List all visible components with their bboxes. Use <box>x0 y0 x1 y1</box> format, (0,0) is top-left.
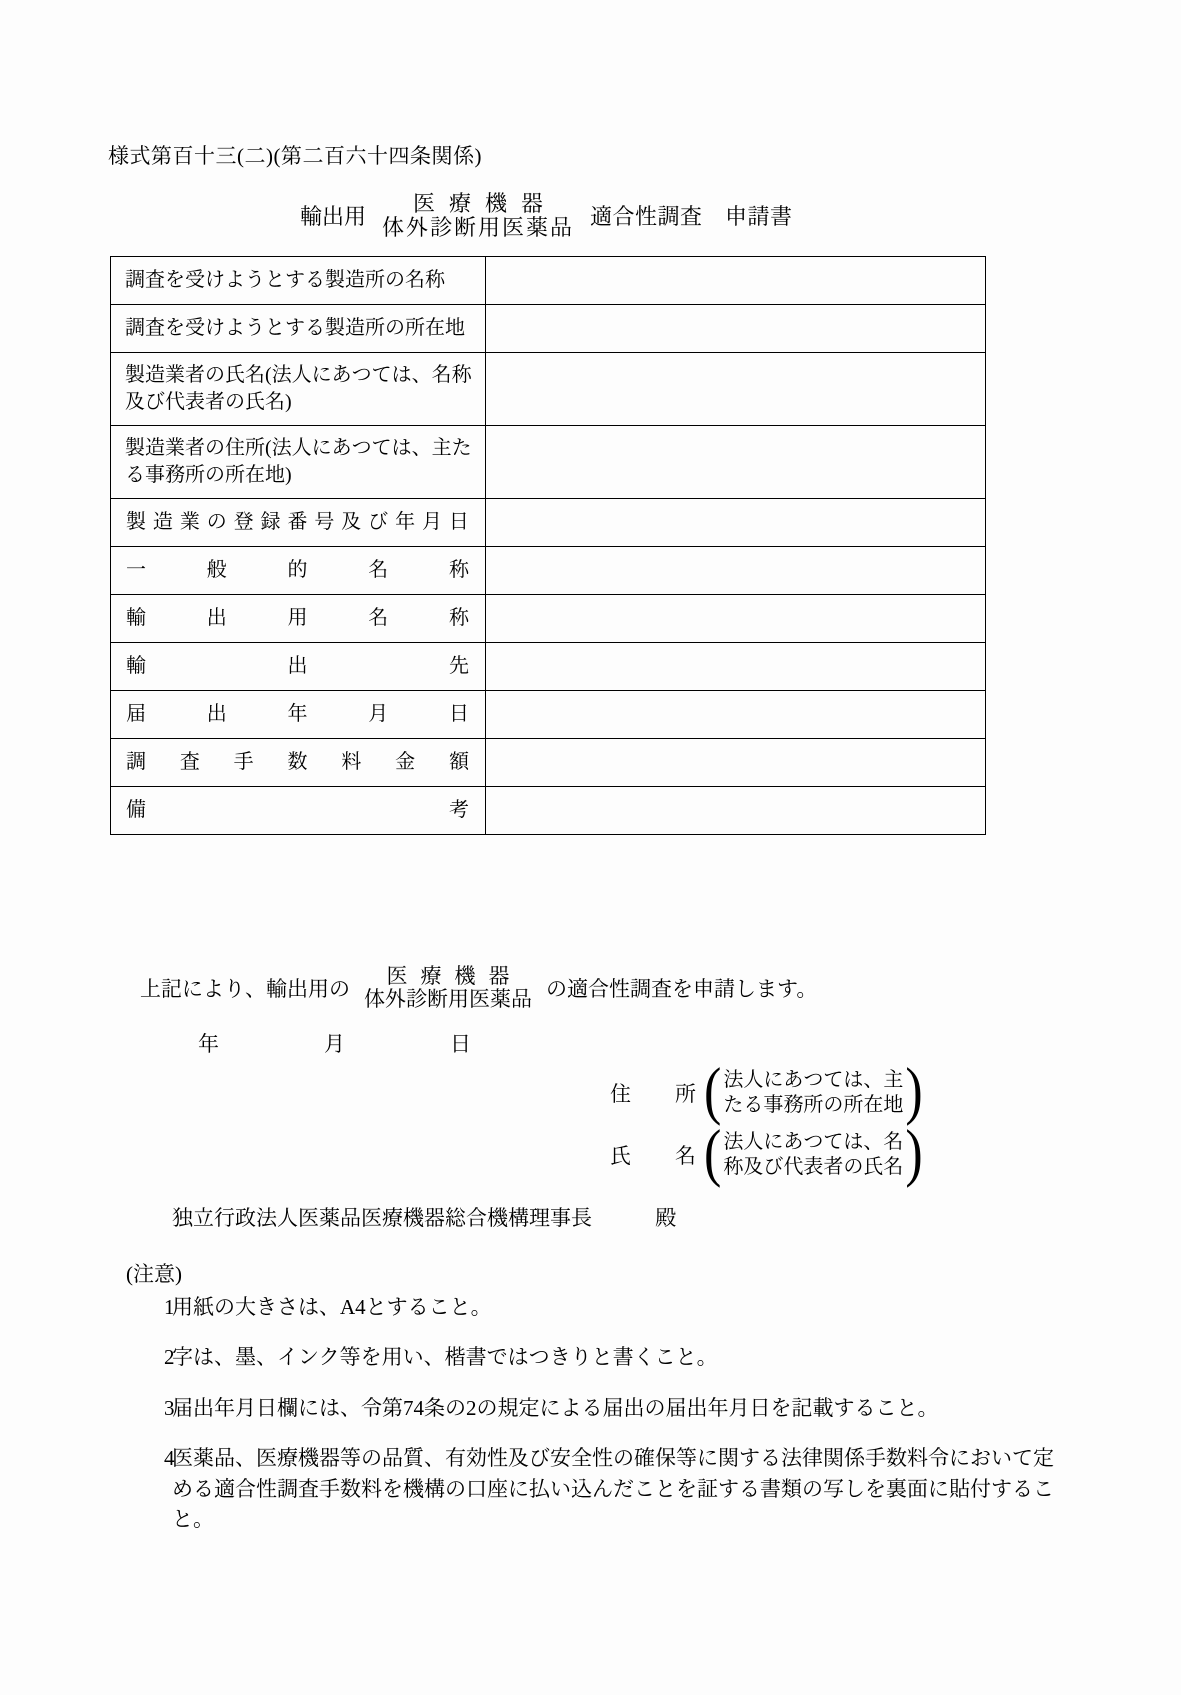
label-char: 月 <box>421 511 442 533</box>
label-manufacturer-address-line1: 製造業者の住所(法人にあつては、主た <box>125 437 472 459</box>
brace-open-icon: ( <box>704 1117 722 1189</box>
label-char: 製 <box>126 511 146 533</box>
label-char: 出 <box>206 607 227 629</box>
addressee-honorific: 殿 <box>655 1206 677 1230</box>
label-manufacturer-address-line2: る事務所の所在地) <box>125 464 292 486</box>
table-row <box>111 305 986 353</box>
table-row <box>111 353 986 426</box>
form-number: 様式第百十三(二)(第二百六十四条関係) <box>108 144 482 168</box>
label-char: 月 <box>368 703 389 725</box>
table-row <box>111 257 986 305</box>
label-char: 用 <box>287 607 308 629</box>
label-char: 考 <box>449 799 469 821</box>
label-char: 名 <box>675 1144 696 1168</box>
row-value-cell[interactable] <box>486 257 986 305</box>
table-row <box>111 499 986 547</box>
notes-heading: (注意) <box>126 1262 182 1286</box>
label-manufacturer-name-line2: 及び代表者の氏名) <box>125 391 292 413</box>
label-char: 般 <box>206 559 227 581</box>
row-label-cell <box>111 691 486 739</box>
declaration-tail: の適合性調査を申請します。 <box>546 977 818 1002</box>
label-char: 録 <box>260 511 281 533</box>
table-row <box>111 426 986 499</box>
row-label-cell <box>111 547 486 595</box>
document-title <box>300 192 793 240</box>
label-char: 数 <box>287 751 308 773</box>
addressee-line <box>172 1202 676 1232</box>
brace-close-icon: ) <box>905 1117 923 1189</box>
row-value-cell[interactable] <box>486 787 986 835</box>
declaration-lead: 上記により、輸出用の <box>140 977 350 1002</box>
address-note-text <box>721 1068 905 1118</box>
table-row <box>111 547 986 595</box>
application-table <box>110 256 986 835</box>
label-char: 造 <box>152 511 173 533</box>
label-char: 日 <box>448 511 469 533</box>
label-char: 輸 <box>126 655 146 677</box>
row-label-cell <box>111 499 486 547</box>
table-row <box>111 787 986 835</box>
title-product-stack <box>382 192 574 240</box>
label-export-name <box>111 599 485 638</box>
row-label-cell <box>111 426 486 499</box>
row-value-cell[interactable] <box>486 643 986 691</box>
note-number: 1 <box>164 1295 175 1319</box>
note-text: 届出年月日欄には、令第74条の2の規定による届出の届出年月日を記載すること。 <box>172 1395 939 1420</box>
label-char: 名 <box>368 559 389 581</box>
label-char: 年 <box>287 703 308 725</box>
label-char: 輸 <box>126 607 146 629</box>
row-value-cell[interactable] <box>486 595 986 643</box>
note-item <box>126 1393 1066 1423</box>
row-label-cell <box>111 305 486 353</box>
label-char: 手 <box>233 751 254 773</box>
name-note-line1: 法人にあつては、名 <box>723 1131 904 1153</box>
note-item <box>126 1292 1066 1322</box>
address-note-line1: 法人にあつては、主 <box>723 1069 904 1091</box>
brace-open-icon: ( <box>704 1055 722 1127</box>
label-char: 称 <box>449 607 469 629</box>
label-char: 的 <box>287 559 308 581</box>
signature-block <box>610 1055 923 1192</box>
label-char: 一 <box>126 559 146 581</box>
label-char: び <box>368 511 389 533</box>
row-label-cell <box>111 643 486 691</box>
declaration-statement <box>140 965 817 1011</box>
notes-list <box>126 1292 1066 1555</box>
label-char: 料 <box>341 751 362 773</box>
signature-name-row <box>610 1117 923 1189</box>
brace-close-icon: ) <box>905 1055 923 1127</box>
row-value-cell[interactable] <box>486 499 986 547</box>
label-factory-name: 調査を受けようとする製造所の名称 <box>125 269 445 291</box>
table-row <box>111 595 986 643</box>
row-label-cell <box>111 595 486 643</box>
note-item <box>126 1443 1066 1534</box>
date-line[interactable]: 年 月 日 <box>198 1032 513 1056</box>
label-char: 備 <box>126 799 146 821</box>
label-char: 住 <box>610 1082 631 1106</box>
address-note-brace-group <box>704 1055 923 1127</box>
label-char: 及 <box>341 511 362 533</box>
signature-address-label <box>610 1078 696 1108</box>
title-product-medical-device: 医療機器 <box>413 191 558 216</box>
label-manufacturer-name <box>111 353 485 425</box>
label-char: 額 <box>448 751 469 773</box>
row-label-cell <box>111 739 486 787</box>
note-text: 用紙の大きさは、A4とすること。 <box>172 1295 492 1319</box>
table-row <box>111 691 986 739</box>
label-char: 業 <box>179 511 200 533</box>
label-char: の <box>206 511 227 533</box>
label-char: 金 <box>395 751 416 773</box>
table-row <box>111 739 986 787</box>
declaration-product-stack <box>364 965 532 1011</box>
label-manufacturer-address <box>111 426 485 498</box>
declaration-ivd: 体外診断用医薬品 <box>364 987 532 1012</box>
declaration-medical-device: 医療機器 <box>386 964 523 988</box>
label-manufacturer-name-line1: 製造業者の氏名(法人にあつては、名称 <box>125 364 472 386</box>
row-value-cell[interactable] <box>486 547 986 595</box>
table-row <box>111 643 986 691</box>
row-value-cell[interactable] <box>486 426 986 499</box>
label-registration-number-date <box>111 503 485 542</box>
row-value-cell[interactable] <box>486 353 986 426</box>
label-remarks <box>111 791 485 830</box>
title-prefix: 輸出用 <box>300 204 367 230</box>
signature-name-label <box>610 1140 696 1170</box>
row-value-cell[interactable] <box>486 739 986 787</box>
row-value-cell[interactable] <box>486 305 986 353</box>
addressee-organization: 独立行政法人医薬品医療機器総合機構理事長 <box>172 1206 592 1230</box>
label-char: 日 <box>449 703 469 725</box>
label-factory-address: 調査を受けようとする製造所の所在地 <box>125 317 465 339</box>
label-char: 査 <box>179 751 200 773</box>
row-label-cell <box>111 353 486 426</box>
label-char: 称 <box>449 559 469 581</box>
label-char: 年 <box>395 511 416 533</box>
note-number: 2 <box>164 1345 175 1370</box>
label-char: 氏 <box>610 1144 631 1168</box>
label-char: 届 <box>126 703 146 725</box>
label-char: 出 <box>287 655 308 677</box>
row-value-cell[interactable] <box>486 691 986 739</box>
signature-address-row <box>610 1055 923 1127</box>
label-char: 先 <box>449 655 469 677</box>
name-note-line2: 称及び代表者の氏名 <box>723 1156 904 1178</box>
note-number: 4 <box>164 1446 175 1471</box>
note-text: 字は、墨、インク等を用い、楷書ではつきりと書くこと。 <box>172 1345 718 1370</box>
label-notification-date <box>111 695 485 734</box>
note-number: 3 <box>164 1395 175 1420</box>
label-generic-name <box>111 551 485 590</box>
label-char: 号 <box>314 511 335 533</box>
title-product-ivd: 体外診断用医薬品 <box>382 214 575 240</box>
name-note-brace-group <box>704 1117 923 1189</box>
label-inspection-fee <box>111 743 485 782</box>
note-text: 医薬品、医療機器等の品質、有効性及び安全性の確保等に関する法律関係手数料令において定める適合性調査手数料を機構の口座に払い込んだことを証する書類の写しを裏面に貼付すること。 <box>172 1446 1054 1532</box>
label-char: 番 <box>287 511 308 533</box>
row-label-cell <box>111 787 486 835</box>
note-item <box>126 1342 1066 1372</box>
label-char: 調 <box>126 751 146 773</box>
label-char: 出 <box>206 703 227 725</box>
row-label-cell <box>111 257 486 305</box>
label-char: 名 <box>368 607 389 629</box>
name-note-text <box>721 1130 905 1180</box>
label-char: 所 <box>675 1082 696 1106</box>
address-note-line2: たる事務所の所在地 <box>723 1094 904 1116</box>
title-suffix: 適合性調査 申請書 <box>590 204 793 230</box>
label-export-destination <box>111 647 485 686</box>
label-char: 登 <box>233 511 254 533</box>
